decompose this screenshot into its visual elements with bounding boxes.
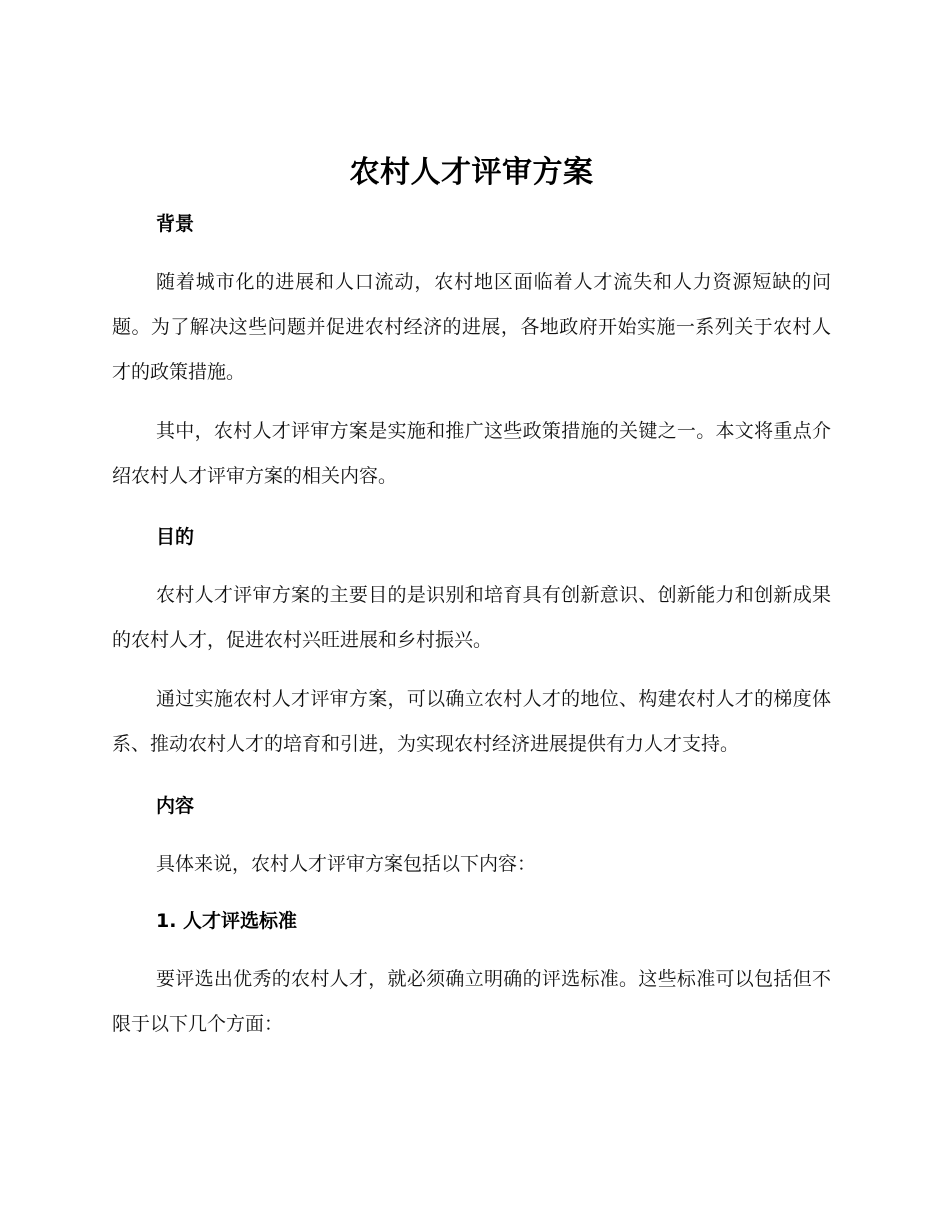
section-heading-content: 内容 [156,795,195,817]
document-title: 农村人才评审方案 [349,155,594,190]
paragraph-content-intro: 具体来说，农村人才评审方案包括以下内容： [156,853,537,875]
section-heading-goal: 目的 [156,526,195,548]
paragraph-background-1: 随着城市化的进展和人口流动，农村地区面临着人才流失和人力资源短缺的问题。为了解决这些问题并促进农村经济的进展，各地政府开始实施一系列关于农村人才的政策措施。 [112,271,831,383]
paragraph-goal-1: 农村人才评审方案的主要目的是识别和培育具有创新意识、创新能力和创新成果的农村人才，促进农村兴旺进展和乡村振兴。 [112,584,831,651]
paragraph-goal-2: 通过实施农村人才评审方案，可以确立农村人才的地位、构建农村人才的梯度体系、推动农村人才的培育和引进，为实现农村经济进展提供有力人才支持。 [112,688,831,755]
paragraph-background-2: 其中，农村人才评审方案是实施和推广这些政策措施的关键之一。本文将重点介绍农村人才评审方案的相关内容。 [112,420,831,487]
paragraph-criteria: 要评选出优秀的农村人才，就必须确立明确的评选标准。这些标准可以包括但不限于以下几个方面： [112,968,831,1035]
section-heading-background: 背景 [156,213,195,235]
subsection-heading-criteria: 1. 人才评选标准 [156,910,298,932]
